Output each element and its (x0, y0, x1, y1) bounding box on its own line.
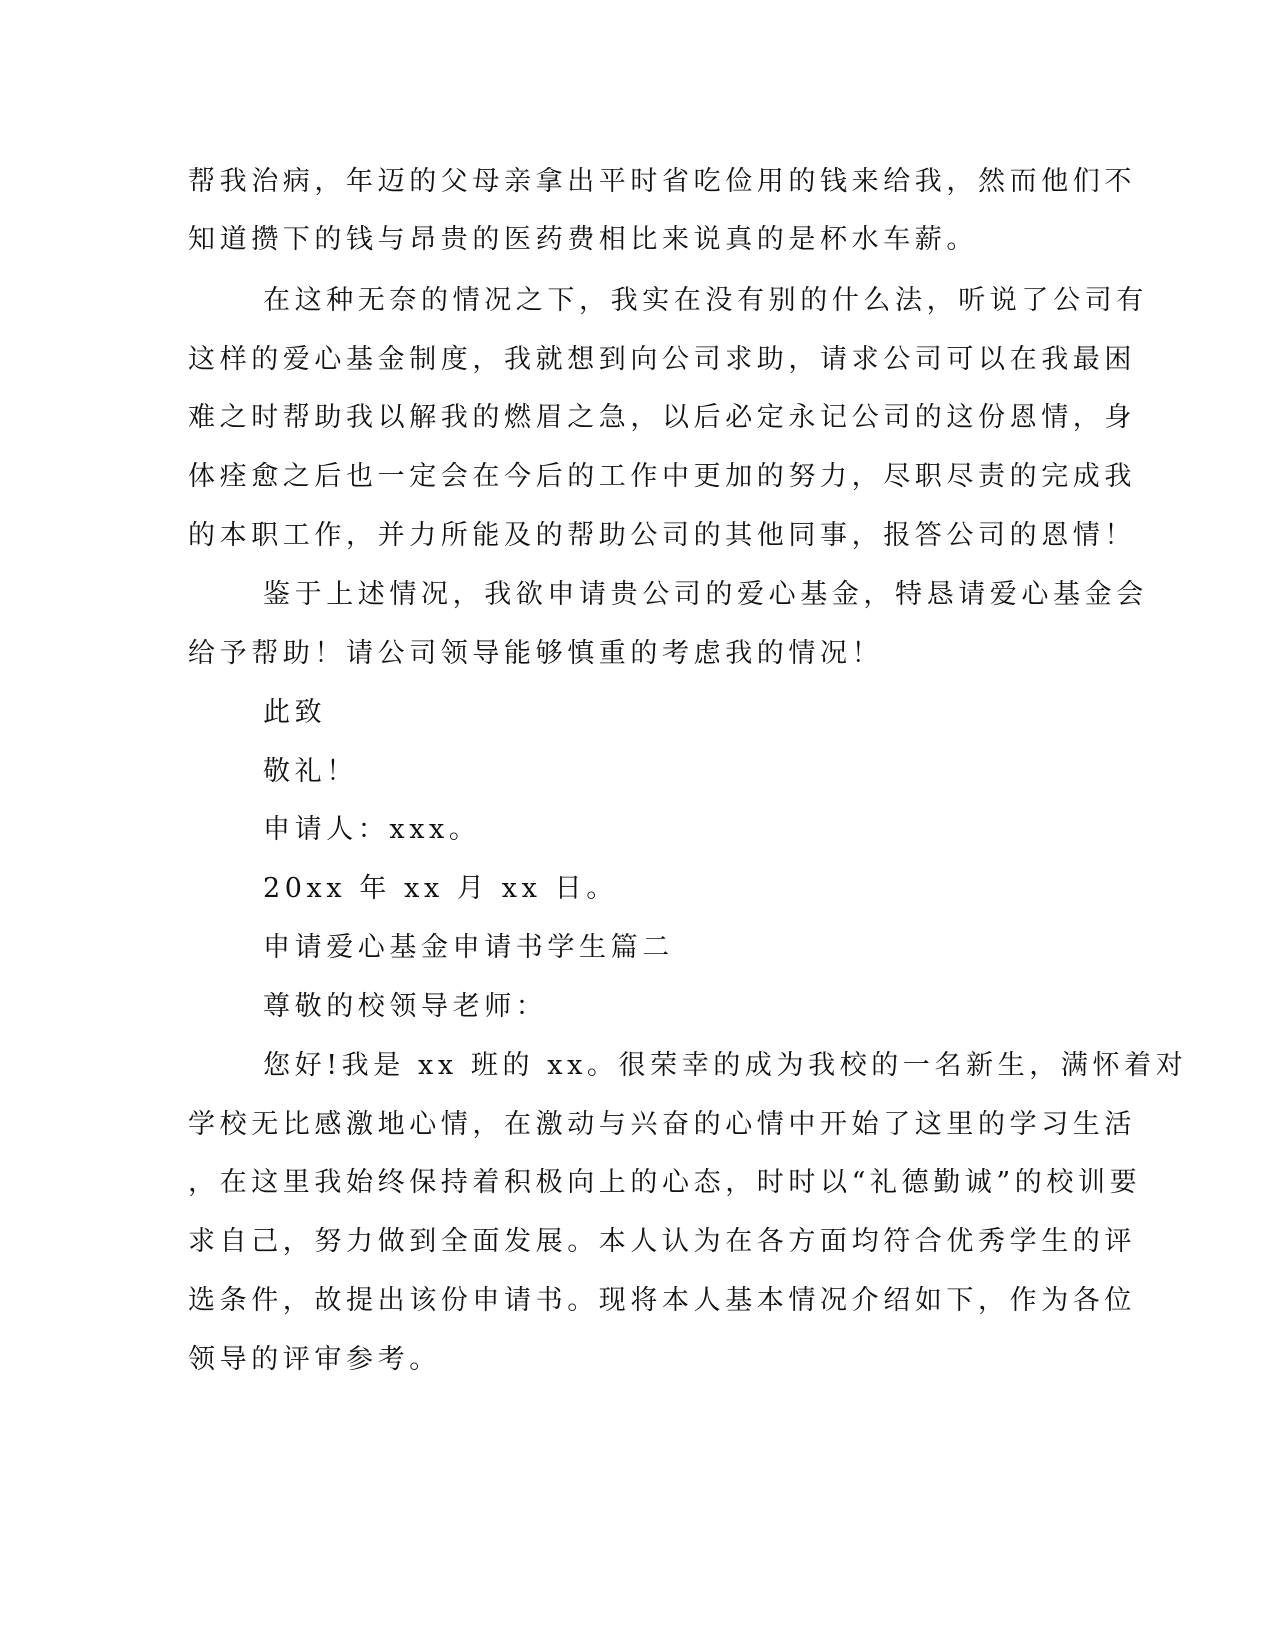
paragraph-line: 鉴于上述情况，我欲申请贵公司的爱心基金，特恳请爱心基金会 (263, 579, 1148, 610)
paragraph-line: 选条件，故提出该份申请书。现将本人基本情况介绍如下，作为各位 (188, 1285, 1136, 1316)
closing-salutation: 此致 (263, 697, 327, 728)
paragraph-line: 在这种无奈的情况之下，我实在没有别的什么法，听说了公司有 (263, 285, 1148, 316)
paragraph-line: 您好!我是 xx 班的 xx。很荣幸的成为我校的一名新生，满怀着对 (263, 1050, 1188, 1081)
paragraph-line: 的本职工作，并力所能及的帮助公司的其他同事，报答公司的恩情！ (188, 520, 1136, 551)
paragraph-line: 给予帮助！请公司领导能够慎重的考虑我的情况！ (188, 638, 884, 669)
paragraph-line: 知道攒下的钱与昂贵的医药费相比来说真的是杯水车薪。 (188, 224, 978, 255)
paragraph-line: 学校无比感激地心情，在激动与兴奋的心情中开始了这里的学习生活 (188, 1109, 1136, 1140)
section-title: 申请爱心基金申请书学生篇二 (263, 932, 674, 963)
paragraph-line: 难之时帮助我以解我的燃眉之急，以后必定永记公司的这份恩情，身 (188, 402, 1136, 433)
paragraph-line: 帮我治病，年迈的父母亲拿出平时省吃俭用的钱来给我，然而他们不 (188, 166, 1136, 197)
paragraph-line: 体痊愈之后也一定会在今后的工作中更加的努力，尽职尽责的完成我 (188, 461, 1136, 492)
greeting: 尊敬的校领导老师： (263, 991, 548, 1022)
closing-regards: 敬礼！ (263, 756, 358, 787)
paragraph-line: 求自己，努力做到全面发展。本人认为在各方面均符合优秀学生的评 (188, 1226, 1136, 1257)
paragraph-line: ，在这里我始终保持着积极向上的心态，时时以“礼德勤诚”的校训要 (188, 1167, 1142, 1198)
document-date: 20xx 年 xx 月 xx 日。 (263, 873, 618, 904)
paragraph-line: 这样的爱心基金制度，我就想到向公司求助，请求公司可以在我最困 (188, 344, 1136, 375)
paragraph-line: 领导的评审参考。 (188, 1344, 441, 1375)
applicant-name: 申请人：xxx。 (263, 814, 481, 845)
